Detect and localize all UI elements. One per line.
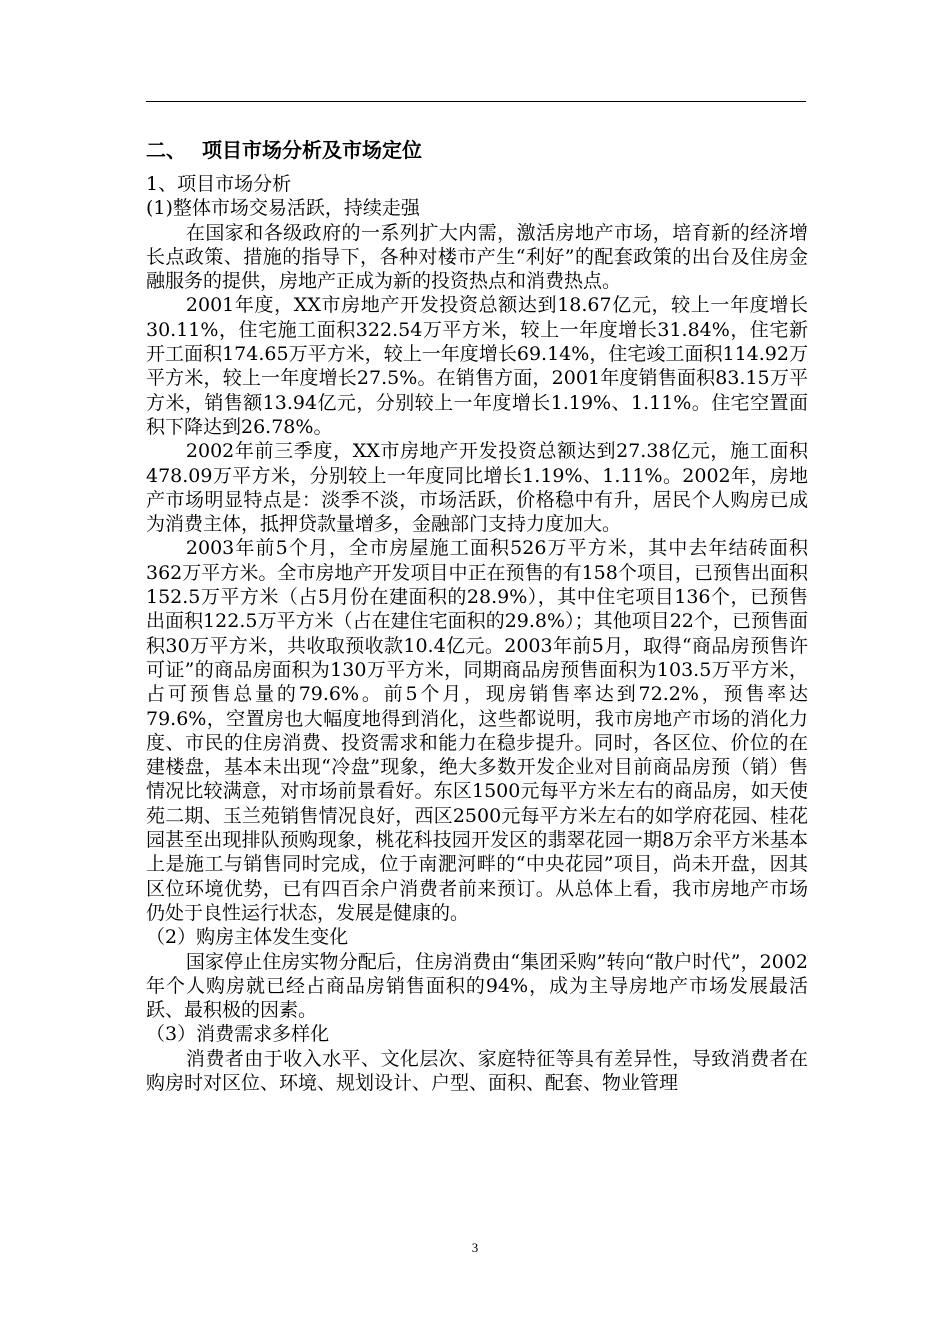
- document-body: [146, 134, 808, 1095]
- header-rule: [146, 101, 806, 102]
- subsection-title: (1)整体市场交易活跃，持续走强: [146, 197, 420, 220]
- paragraph: 国家停止住房实物分配后，住房消费由“集团采购”转向“散户时代”，2002年个人购房就已经占商品房销售面积的94%，成为主导房地产市场发展最活跃、最积极的因素。: [146, 950, 808, 1022]
- paragraph: 2003年前5个月，全市房屋施工面积526万平方米，其中去年结砖面积362万平方米。全市房地产开发项目中正在预售的有158个项目，已预售出面积152.5万平方米（占5月份在建面积的28.9%），其中住宅项目136个，已预售出面积122.5万平方米（占在建住宅面积的29.8%）；其他项目22个，已预售面积30万平方米，共收取预收款10.4亿元。2003年前5月，取得“商品房预售许可证”的商品房面积为130万平方米，同期商品房预售面积为103.5万平方米，占可预售总量的79.6%。前5个月，现房销售率达到72.2%，预售率达79.6%，空置房也大幅度地得到消化，这些都说明，我市房地产市场的消化力度、市民的住房消费、投资需求和能力在稳步提升。同时，各区位、价位的在建楼盘，基本未出现“冷盘”现象，绝大多数开发企业对目前商品房预（销）售情况比较满意，对市场前景看好。东区1500元每平方米左右的商品房，如天使苑二期、玉兰苑销售情况良好，西区2500元每平方米左右的如学府花园、桂花园甚至出现排队预购现象，桃花科技园开发区的翡翠花园一期8万余平方米基本上是施工与销售同时完成，位于南淝河畔的“中央花园”项目，尚未开盘，因其区位环境优势，已有四百余户消费者前来预订。从总体上看，我市房地产市场仍处于良性运行状态，发展是健康的。: [146, 537, 808, 924]
- section-title: 项目市场分析及市场定位: [202, 138, 422, 162]
- subsection-title: （2）购房主体发生变化: [146, 926, 349, 949]
- page-number: 3: [471, 1240, 479, 1255]
- paragraph: 消费者由于收入水平、文化层次、家庭特征等具有差异性，导致消费者在购房时对区位、环境、规划设计、户型、面积、配套、物业管理: [146, 1047, 808, 1094]
- subsection-title: （3）消费需求多样化: [146, 1023, 330, 1046]
- paragraph: 在国家和各级政府的一系列扩大内需，激活房地产市场，培育新的经济增长点政策、措施的指导下，各种对楼市产生“利好”的配套政策的出台及住房金融服务的提供，房地产正成为新的投资热点和消费热点。: [146, 221, 808, 293]
- subheading: 1、项目市场分析: [146, 173, 292, 195]
- paragraph: 2002年前三季度，XX市房地产开发投资总额达到27.38亿元，施工面积478.09万平方米，分别较上一年度同比增长1.19%、1.11%。2002年，房地产市场明显特点是：淡季不淡，市场活跃，价格稳中有升，居民个人购房已成为消费主体，抵押贷款量增多，金融部门支持力度加大。: [146, 440, 808, 536]
- section-heading: [146, 134, 808, 166]
- section-number: 二、: [146, 138, 186, 162]
- paragraph: 2001年度，XX市房地产开发投资总额达到18.67亿元，较上一年度增长30.11%，住宅施工面积322.54万平方米，较上一年度增长31.84%，住宅新开工面积174.65万平方米，较上一年度增长69.14%，住宅竣工面积114.92万平方米，较上一年度增长27.5%。在销售方面，2001年度销售面积83.15万平方米，销售额13.94亿元，分别较上一年度增长1.19%、1.11%。住宅空置面积下降达到26.78%。: [146, 294, 808, 438]
